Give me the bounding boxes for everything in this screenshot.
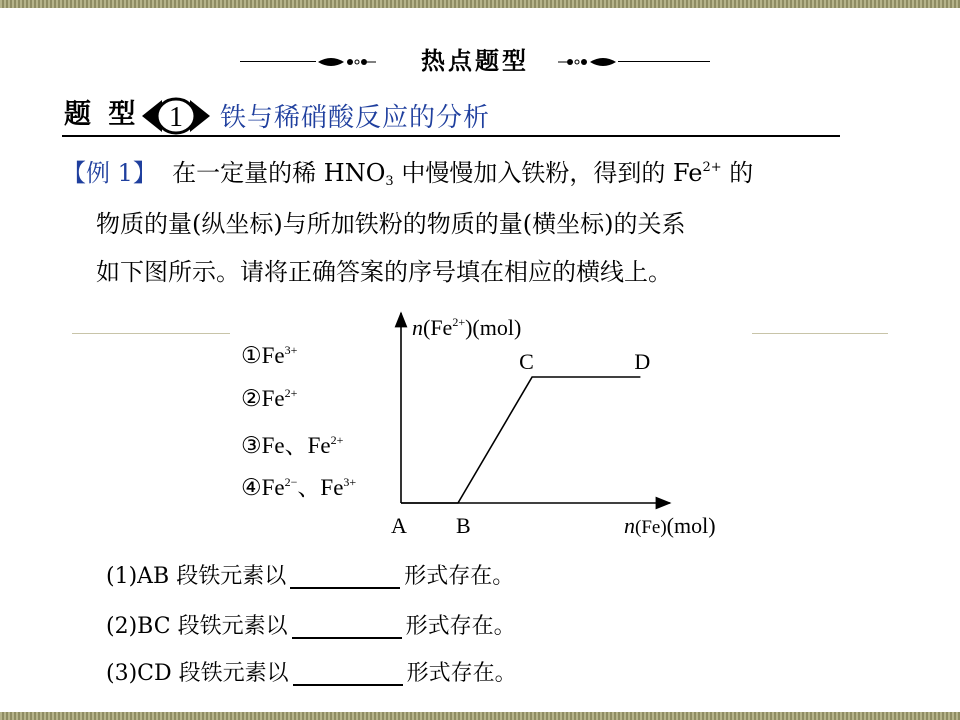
ornament-right-icon — [558, 53, 618, 71]
answer-2-prefix: (2)BC 段铁元素以 — [106, 614, 288, 639]
answer-line-1 — [106, 562, 514, 592]
option-4-text: Fe — [261, 475, 285, 500]
section-title: 热点题型 — [421, 47, 529, 75]
option-4-sup2: 3+ — [343, 475, 357, 489]
answer-line-2 — [106, 612, 516, 642]
option-2 — [241, 386, 297, 412]
point-label-d: D — [634, 349, 651, 374]
option-2-sup: 2+ — [284, 386, 298, 400]
answer-1-prefix: (1)AB 段铁元素以 — [106, 564, 287, 589]
question-line-1 — [62, 157, 753, 189]
type-title: 铁与稀硝酸反应的分析 — [220, 103, 491, 133]
side-rule-right — [752, 333, 888, 334]
question-line-2: 物质的量(纵坐标)与所加铁粉的物质的量(横坐标)的关系 — [96, 210, 686, 238]
point-label-a: A — [391, 513, 407, 538]
option-1-sup: 3+ — [284, 343, 298, 357]
answer-3-suffix: 形式存在。 — [406, 661, 517, 686]
type-line — [62, 98, 840, 140]
option-3-text: Fe、Fe — [261, 433, 331, 458]
answer-2-suffix: 形式存在。 — [405, 614, 516, 639]
y-axis-label-sup: 2+ — [452, 315, 466, 329]
bottom-decorative-band — [0, 712, 960, 720]
answer-3-prefix: (3)CD 段铁元素以 — [106, 661, 289, 686]
question-text-1c: 的 — [721, 159, 754, 187]
point-label-c: C — [519, 349, 534, 374]
answer-3-blank[interactable] — [293, 662, 403, 686]
option-1-text: Fe — [261, 343, 285, 368]
answer-1-blank[interactable] — [290, 565, 400, 589]
option-4 — [241, 469, 356, 502]
x-axis-label-species: (Fe) — [635, 517, 667, 538]
option-1-number: ① — [241, 343, 262, 368]
question-text-1a: 在一定量的稀 HNO — [172, 159, 386, 187]
y-axis-label — [412, 315, 521, 340]
type-label: 题 型 — [64, 99, 140, 130]
type-underline — [62, 135, 840, 137]
option-1 — [241, 343, 297, 369]
answer-line-3 — [106, 659, 517, 689]
x-axis-label — [624, 513, 716, 538]
series-line — [401, 377, 640, 503]
y-axis-label-n: n — [412, 315, 423, 340]
example-tag: 【例 1】 — [62, 159, 157, 187]
section-header — [240, 44, 710, 78]
option-4-number: ④ — [241, 475, 262, 500]
question-line-3: 如下图所示。请将正确答案的序号填在相应的横线上。 — [96, 258, 672, 286]
option-2-number: ② — [241, 386, 262, 411]
x-axis-label-unit: (mol) — [666, 513, 716, 538]
type-number-badge — [140, 96, 212, 136]
header-rule-right — [618, 61, 710, 62]
option-4-rest: 、Fe — [297, 475, 344, 500]
option-3-sup: 2+ — [330, 433, 344, 447]
side-rule-left — [72, 333, 230, 334]
question-sub-3: 3 — [385, 174, 394, 189]
answer-1-suffix: 形式存在。 — [404, 564, 515, 589]
iron-ion-graph — [380, 305, 750, 545]
option-3-number: ③ — [241, 433, 262, 458]
option-4-sup: 2− — [284, 475, 298, 489]
top-decorative-band — [0, 0, 960, 8]
answer-2-blank[interactable] — [292, 615, 402, 639]
y-axis-label-species: (Fe — [423, 315, 453, 340]
option-3 — [241, 427, 343, 460]
badge-number: 1 — [169, 102, 183, 133]
question-sup-charge: 2+ — [702, 160, 722, 175]
x-axis-label-n: n — [624, 513, 635, 538]
question-text-1b: 中慢慢加入铁粉，得到的 Fe — [393, 159, 703, 187]
y-axis-label-unit: )(mol) — [465, 315, 522, 340]
point-label-b: B — [456, 513, 471, 538]
option-2-text: Fe — [261, 386, 285, 411]
